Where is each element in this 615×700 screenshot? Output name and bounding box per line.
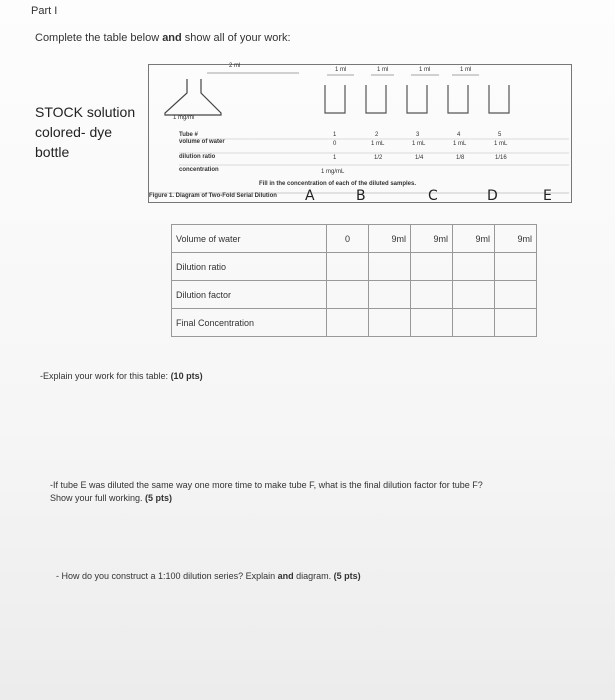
question-1: -Explain your work for this table: (10 pts) [40,371,203,381]
tube-2-shape [366,85,386,113]
table-cell[interactable]: 9ml [495,225,537,253]
table-cell[interactable] [495,281,537,309]
water-volume-5: 1 mL [494,141,508,147]
dilution-ratio-3: 1/4 [415,155,424,161]
tube-letter-c: C [428,188,438,204]
part-title: Part I [31,5,58,17]
table-cell[interactable] [327,281,369,309]
row-label-tube: Tube # [179,132,198,138]
table-cell[interactable]: 9ml [369,225,411,253]
table-cell[interactable] [495,309,537,337]
transfer-label-5: 1 ml [460,67,472,73]
table-row [172,225,537,253]
row-label: Dilution ratio [172,253,327,281]
dilution-ratio-1: 1 [333,155,337,161]
table-cell[interactable] [495,253,537,281]
row-label-dilution: dilution ratio [179,154,216,160]
tube-3-shape [407,85,427,113]
water-volume-1: 0 [333,141,337,147]
table-cell[interactable] [411,281,453,309]
first-concentration: 1 mg/mL [321,169,345,175]
tube-letter-b: B [356,188,366,204]
row-label: Dilution factor [172,281,327,309]
dilution-table [171,224,537,337]
tube-5-shape [489,85,509,113]
table-cell[interactable] [411,309,453,337]
tube-1-shape [325,85,345,113]
tube-number-1: 1 [333,132,337,138]
row-label: Final Concentration [172,309,327,337]
water-volume-2: 1 mL [371,141,385,147]
transfer-label-1: 2 ml [229,63,241,69]
table-cell[interactable] [369,253,411,281]
tube-number-2: 2 [375,132,379,138]
row-label-concentration: concentration [179,167,219,173]
question-3: - How do you construct a 1:100 dilution series? Explain and diagram. (5 pts) [56,571,361,581]
figure-caption: Figure 1. Diagram of Two-Fold Serial Dilution [149,193,277,199]
water-volume-3: 1 mL [412,141,426,147]
table-row [172,253,537,281]
transfer-label-3: 1 ml [377,67,389,73]
tube-number-3: 3 [416,132,420,138]
tube-letter-d: D [487,188,498,204]
dilution-ratio-2: 1/2 [374,155,383,161]
row-label: Volume of water [172,225,327,253]
tube-4-shape [448,85,468,113]
table-cell[interactable] [327,253,369,281]
table-row [172,281,537,309]
tube-letter-e: E [543,188,552,204]
question-2: -If tube E was diluted the same way one more time to make tube F, what is the final dilution factor for tube F? Show your full working. (5 pts) [50,480,483,503]
stock-bottle-shape [165,79,221,115]
fill-note: Fill in the concentration of each of the diluted samples. [259,181,417,187]
table-cell[interactable] [369,309,411,337]
tube-number-4: 4 [457,132,461,138]
table-cell[interactable] [369,281,411,309]
transfer-label-2: 1 ml [335,67,347,73]
stock-solution-label: STOCK solution colored- dye bottle [35,104,136,160]
table-cell[interactable] [453,309,495,337]
dilution-ratio-5: 1/16 [495,155,507,161]
table-cell[interactable] [411,253,453,281]
dilution-ratio-4: 1/8 [456,155,465,161]
table-cell[interactable]: 9ml [411,225,453,253]
tube-number-5: 5 [498,132,502,138]
table-cell[interactable]: 0 [327,225,369,253]
stock-concentration: 1 mg/ml [173,115,195,121]
tube-letter-a: A [305,188,315,204]
transfer-label-4: 1 ml [419,67,431,73]
table-cell[interactable]: 9ml [453,225,495,253]
water-volume-4: 1 mL [453,141,467,147]
row-label-water: volume of water [179,139,225,145]
instruction: Complete the table below and show all of your work: [35,32,291,44]
dilution-diagram-figure [148,64,572,203]
table-row [172,309,537,337]
table-cell[interactable] [327,309,369,337]
table-cell[interactable] [453,281,495,309]
table-cell[interactable] [453,253,495,281]
